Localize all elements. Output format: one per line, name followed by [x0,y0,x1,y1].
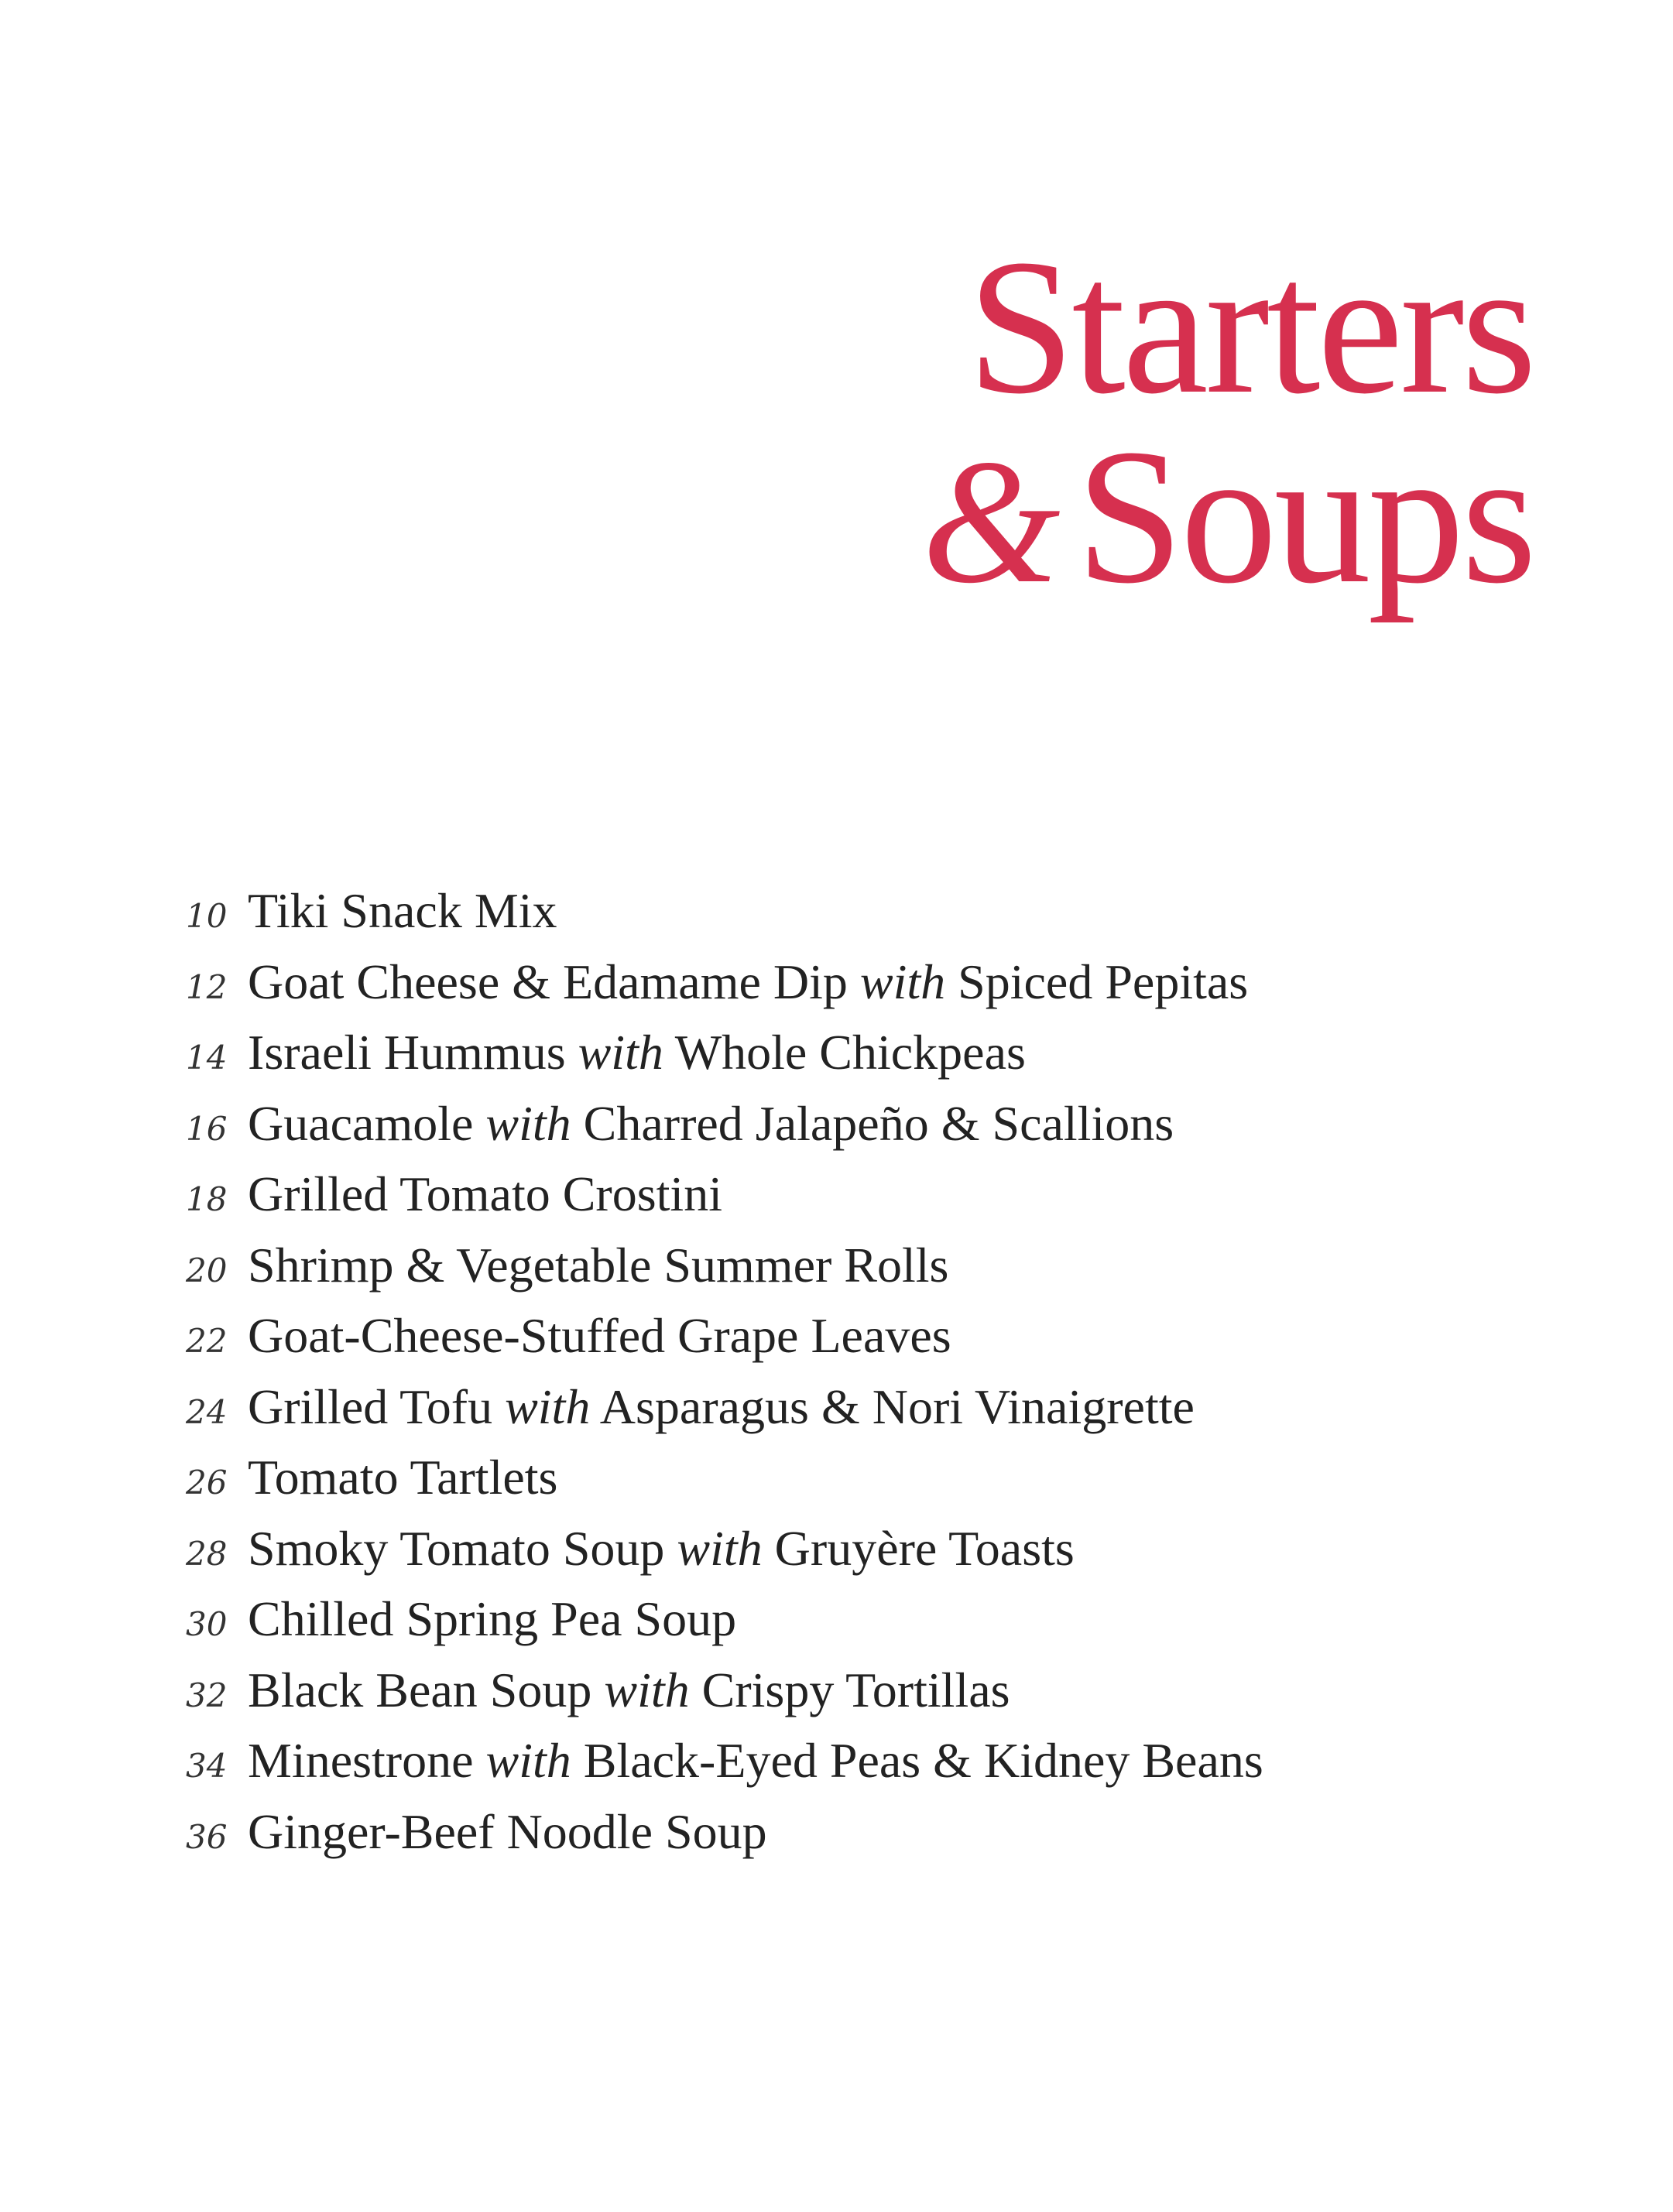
toc-title-part: Charred Jalapeño & Scallions [571,1095,1174,1151]
toc-title-part: Asparagus & Nori Vinaigrette [590,1378,1195,1434]
toc-page-number: 30 [186,1605,228,1643]
toc-with-italic: with [677,1520,763,1576]
toc-title-part: Guacamole [248,1095,486,1151]
chapter-title [682,220,1534,624]
toc-recipe-title [248,1449,557,1506]
toc-entry [186,1095,1579,1166]
toc-title-part: Goat Cheese & Edamame Dip [248,954,860,1009]
toc-title-part: Gruyère Toasts [762,1520,1075,1576]
toc-recipe-title [248,1803,767,1861]
toc-entry [186,954,1579,1025]
title-word-soups: Soups [1075,409,1534,624]
toc-recipe-title [248,1662,1010,1719]
toc-entry [186,1378,1579,1450]
toc-page-number: 22 [186,1322,228,1360]
toc-page-number: 16 [186,1109,228,1148]
toc-entry [186,1166,1579,1237]
toc-page-number: 20 [186,1251,228,1289]
toc-entry [186,1307,1579,1378]
toc-title-part: Smoky Tomato Soup [248,1520,677,1576]
toc-entry [186,1662,1579,1733]
toc-title-part: Minestrone [248,1733,486,1788]
toc-title-part: Goat-Cheese-Stuffed Grape Leaves [248,1308,951,1363]
toc-page-number: 14 [186,1039,228,1077]
toc-recipe-title [248,1095,1174,1152]
toc-title-part: Shrimp & Vegetable Summer Rolls [248,1237,949,1293]
toc-recipe-title [248,1378,1195,1436]
toc-with-italic: with [578,1025,663,1080]
toc-entry [186,1449,1579,1520]
toc-title-part: Whole Chickpeas [663,1025,1026,1080]
toc-title-part: Grilled Tofu [248,1378,506,1434]
toc-recipe-title [248,1237,948,1294]
toc-page-number: 24 [186,1392,228,1431]
toc-recipe-title [248,1166,722,1223]
toc-page-number: 12 [186,967,228,1006]
toc-title-part: Ginger-Beef Noodle Soup [248,1803,767,1859]
toc-recipe-title [248,1732,1263,1789]
toc-page-number: 10 [186,897,228,935]
toc-entry [186,1732,1579,1803]
toc-page-number: 36 [186,1817,228,1856]
toc-with-italic: with [485,1733,571,1788]
title-line-2 [682,409,1534,624]
toc-page-number: 26 [186,1464,228,1501]
table-of-contents [186,882,1579,1874]
title-line-1: Starters [967,220,1534,434]
toc-entry [186,1803,1579,1875]
toc-page-number: 32 [186,1676,228,1714]
toc-recipe-title [248,1520,1075,1577]
toc-entry [186,1520,1579,1591]
toc-title-part: Tomato Tartlets [248,1450,558,1505]
toc-title-part: Israeli Hummus [248,1025,578,1080]
toc-with-italic: with [604,1662,690,1717]
toc-title-part: Spiced Pepitas [945,954,1249,1009]
toc-title-part: Black-Eyed Peas & Kidney Beans [571,1733,1263,1788]
toc-title-part: Chilled Spring Pea Soup [248,1591,737,1646]
toc-recipe-title [248,882,557,940]
toc-entry [186,1024,1579,1095]
toc-entry [186,1237,1579,1308]
toc-with-italic: with [485,1095,571,1151]
toc-recipe-title [248,1307,951,1365]
toc-page-number: 28 [186,1534,228,1573]
title-ampersand: & [921,423,1058,620]
toc-with-italic: with [505,1378,591,1434]
toc-page-number: 34 [186,1747,228,1785]
toc-with-italic: with [859,954,946,1009]
toc-title-part: Black Bean Soup [248,1662,605,1717]
toc-recipe-title [248,1024,1026,1081]
toc-title-part: Tiki Snack Mix [248,883,557,938]
toc-entry [186,1591,1579,1662]
toc-page-number: 18 [186,1180,228,1218]
toc-recipe-title [248,1591,736,1648]
toc-title-part: Grilled Tomato Crostini [248,1166,722,1221]
toc-entry [186,882,1579,954]
toc-title-part: Crispy Tortillas [689,1662,1010,1717]
toc-recipe-title [248,954,1248,1011]
